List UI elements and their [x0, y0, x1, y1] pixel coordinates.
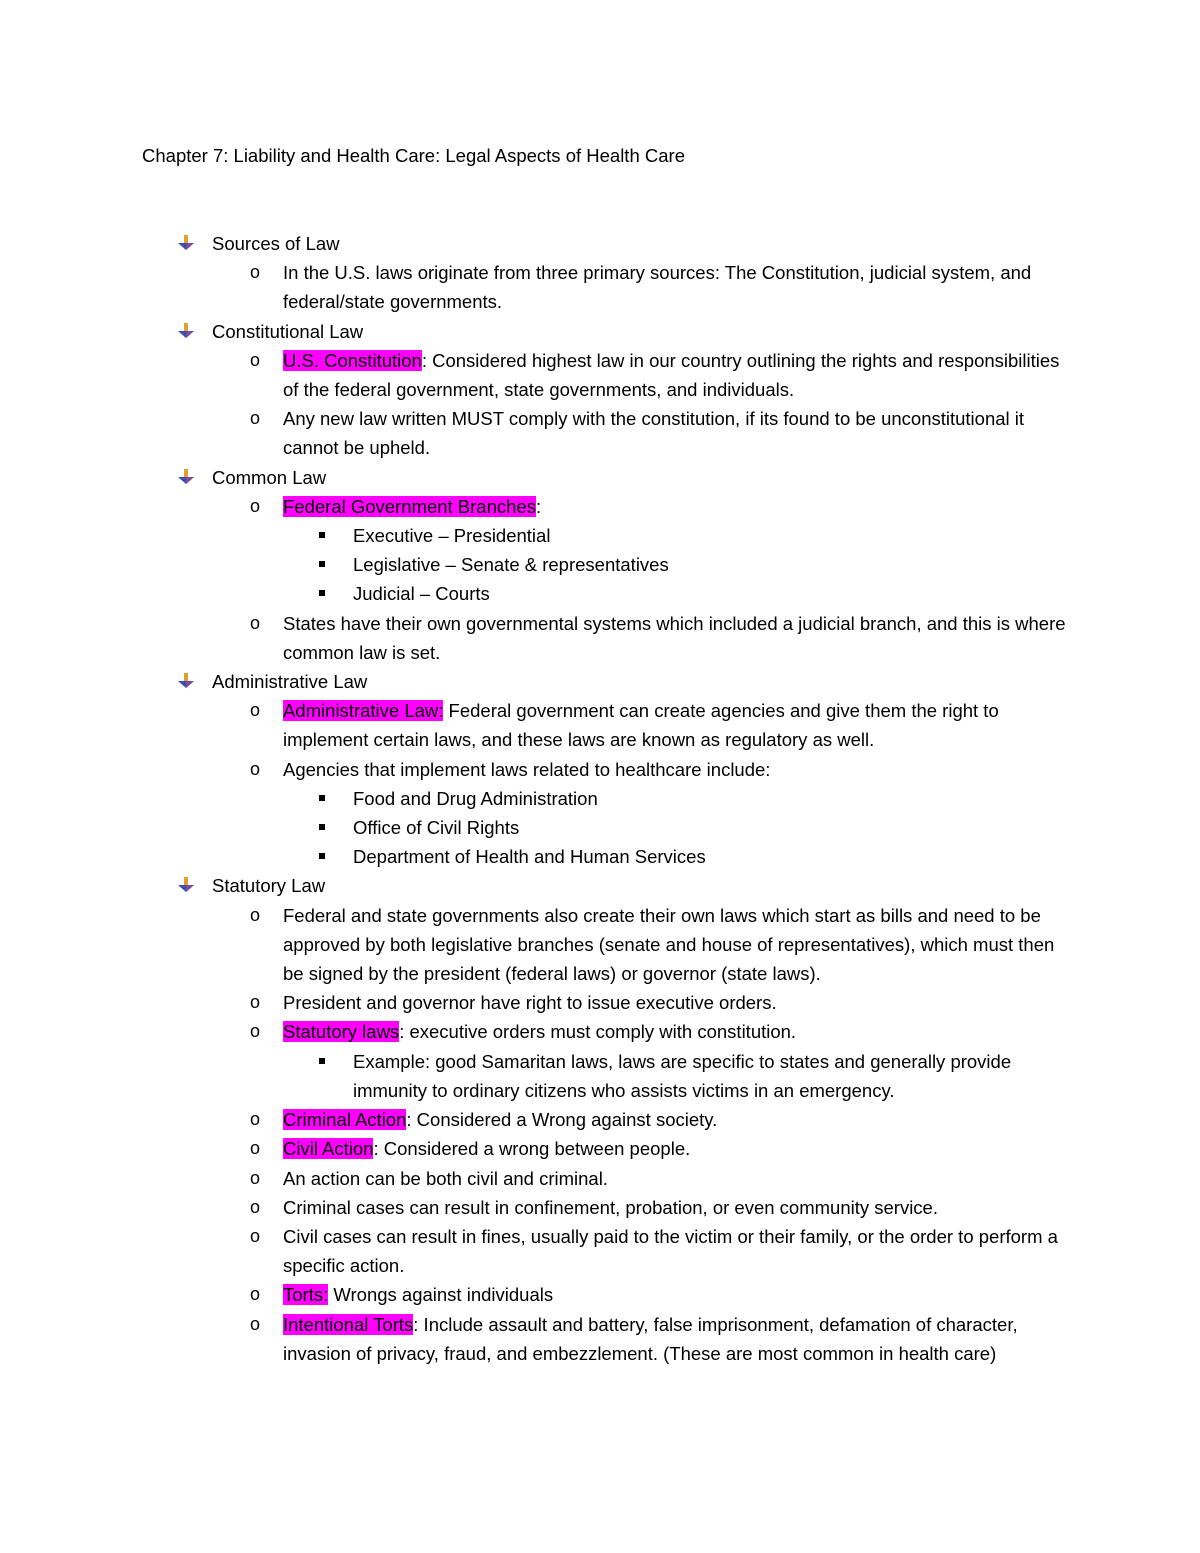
- section-heading-text: Constitutional Law: [212, 320, 364, 342]
- list-item-text: Civil cases can result in fines, usually paid to the victim or their family, or the order to perform a specific action.: [283, 1225, 1058, 1277]
- list-item: [0, 1164, 1073, 1193]
- section-heading-text: Statutory Law: [212, 875, 326, 897]
- list-item: [0, 1280, 1073, 1309]
- list-item-text: Federal and state governments also create their own laws which start as bills and need to be approved by both legislative branches (senate and house of representatives), which must then be signed by the president (federal laws) or governor (state laws).: [283, 904, 1055, 985]
- sub-list-item-text: Executive – Presidential: [353, 525, 551, 547]
- section-heading-text: Administrative Law: [212, 671, 368, 693]
- list-item-text: : Considered a wrong between people.: [373, 1138, 691, 1160]
- circle-bullet-icon: o: [250, 1225, 261, 1246]
- sub-list-item: [0, 579, 1073, 608]
- section-heading: [0, 667, 1200, 696]
- sub-list-item: [0, 784, 1073, 813]
- list-item-text: : Considered a Wrong against society.: [406, 1109, 718, 1131]
- circle-bullet-icon: o: [250, 262, 261, 283]
- sub-list-item: [0, 842, 1073, 871]
- circle-bullet-icon: o: [250, 1313, 261, 1334]
- arrow-bullet-icon: [177, 235, 195, 251]
- sub-list-item: [0, 550, 1073, 579]
- list-item-text: Any new law written MUST comply with the constitution, if its found to be unconstitutional it cannot be upheld.: [283, 408, 1025, 459]
- document-title: Chapter 7: Liability and Health Care: Legal Aspects of Health Care: [142, 145, 685, 166]
- circle-bullet-icon: o: [250, 904, 261, 925]
- circle-bullet-icon: o: [250, 992, 261, 1013]
- arrow-bullet-icon: [177, 877, 195, 893]
- sub-list-item: [0, 521, 1073, 550]
- highlighted-term: Criminal Action: [283, 1109, 407, 1131]
- square-bullet-icon: [319, 532, 325, 538]
- list-item: [0, 1105, 1073, 1134]
- section-heading: [0, 871, 1200, 900]
- circle-bullet-icon: o: [250, 1284, 261, 1305]
- highlighted-term: Torts:: [283, 1284, 329, 1306]
- circle-bullet-icon: o: [250, 1196, 261, 1217]
- list-item-text: : executive orders must comply with constitution.: [399, 1021, 797, 1043]
- list-item: [0, 755, 1073, 784]
- sub-list-item-text: Example: good Samaritan laws, laws are specific to states and generally provide immunity to ordinary citizens who assists victims in an emergency.: [353, 1050, 1012, 1101]
- circle-bullet-icon: o: [250, 1167, 261, 1188]
- list-item-text: Criminal cases can result in confinement, probation, or even community service.: [283, 1196, 938, 1218]
- square-bullet-icon: [319, 1058, 325, 1064]
- list-item: [0, 696, 1073, 754]
- list-item-text: : Considered highest law in our country outlining the rights and responsibilities of the federal government, state governments, and individuals.: [283, 349, 1060, 401]
- circle-bullet-icon: o: [250, 349, 261, 370]
- circle-bullet-icon: o: [250, 495, 261, 516]
- list-item: [0, 901, 1073, 989]
- list-item: [0, 1017, 1073, 1046]
- square-bullet-icon: [319, 853, 325, 859]
- list-item-text: Agencies that implement laws related to healthcare include:: [283, 758, 771, 780]
- highlighted-term: Intentional Torts: [283, 1313, 414, 1335]
- circle-bullet-icon: o: [250, 1021, 261, 1042]
- square-bullet-icon: [319, 561, 325, 567]
- highlighted-term: U.S. Constitution: [283, 349, 422, 371]
- list-item-text: In the U.S. laws originate from three primary sources: The Constitution, judicial system, and federal/state governments.: [283, 262, 1032, 313]
- list-item-text: States have their own governmental systems which included a judicial branch, and this is where common law is set.: [283, 612, 1066, 663]
- list-item: [0, 1310, 1073, 1368]
- circle-bullet-icon: o: [250, 758, 261, 779]
- list-item: [0, 492, 1073, 521]
- list-item: [0, 1193, 1073, 1222]
- list-item-text: Wrongs against individuals: [328, 1284, 554, 1306]
- highlighted-term: Federal Government Branches: [283, 495, 536, 517]
- list-item: [0, 988, 1073, 1017]
- list-item: [0, 1222, 1073, 1280]
- arrow-bullet-icon: [177, 323, 195, 339]
- square-bullet-icon: [319, 795, 325, 801]
- circle-bullet-icon: o: [250, 700, 261, 721]
- outline-list: [0, 229, 1200, 1368]
- sub-list-item-text: Food and Drug Administration: [353, 787, 598, 809]
- sub-list-item-text: Judicial – Courts: [353, 583, 490, 605]
- sub-list-item: [0, 1047, 1073, 1105]
- square-bullet-icon: [319, 824, 325, 830]
- arrow-bullet-icon: [177, 469, 195, 485]
- section-heading: [0, 229, 1200, 258]
- square-bullet-icon: [319, 590, 325, 596]
- sub-list-item-text: Office of Civil Rights: [353, 817, 520, 839]
- list-item: [0, 258, 1073, 316]
- section-heading-text: Common Law: [212, 466, 327, 488]
- sub-list-item: [0, 813, 1073, 842]
- arrow-bullet-icon: [177, 673, 195, 689]
- list-item-text: President and governor have right to issue executive orders.: [283, 992, 777, 1014]
- highlighted-term: Administrative Law:: [283, 700, 444, 722]
- circle-bullet-icon: o: [250, 1109, 261, 1130]
- highlighted-term: Statutory laws: [283, 1021, 400, 1043]
- circle-bullet-icon: o: [250, 612, 261, 633]
- list-item: [0, 1134, 1073, 1163]
- list-item: [0, 346, 1073, 404]
- list-item-text: Federal government can create agencies and give them the right to implement certain laws, and these laws are known as regulatory as well.: [283, 700, 999, 751]
- section-heading: [0, 317, 1200, 346]
- sub-list-item-text: Department of Health and Human Services: [353, 846, 706, 868]
- list-item-text: : Include assault and battery, false imprisonment, defamation of character, invasion of privacy, fraud, and embezzlement. (These are most common in health care): [283, 1313, 1018, 1364]
- highlighted-term: Civil Action: [283, 1138, 374, 1160]
- list-item-text: An action can be both civil and criminal.: [283, 1167, 608, 1189]
- list-item: [0, 609, 1073, 667]
- list-item-text: :: [535, 495, 542, 517]
- circle-bullet-icon: o: [250, 408, 261, 429]
- circle-bullet-icon: o: [250, 1138, 261, 1159]
- sub-list-item-text: Legislative – Senate & representatives: [353, 554, 669, 576]
- section-heading-text: Sources of Law: [212, 233, 340, 254]
- list-item: [0, 404, 1073, 462]
- section-heading: [0, 463, 1200, 492]
